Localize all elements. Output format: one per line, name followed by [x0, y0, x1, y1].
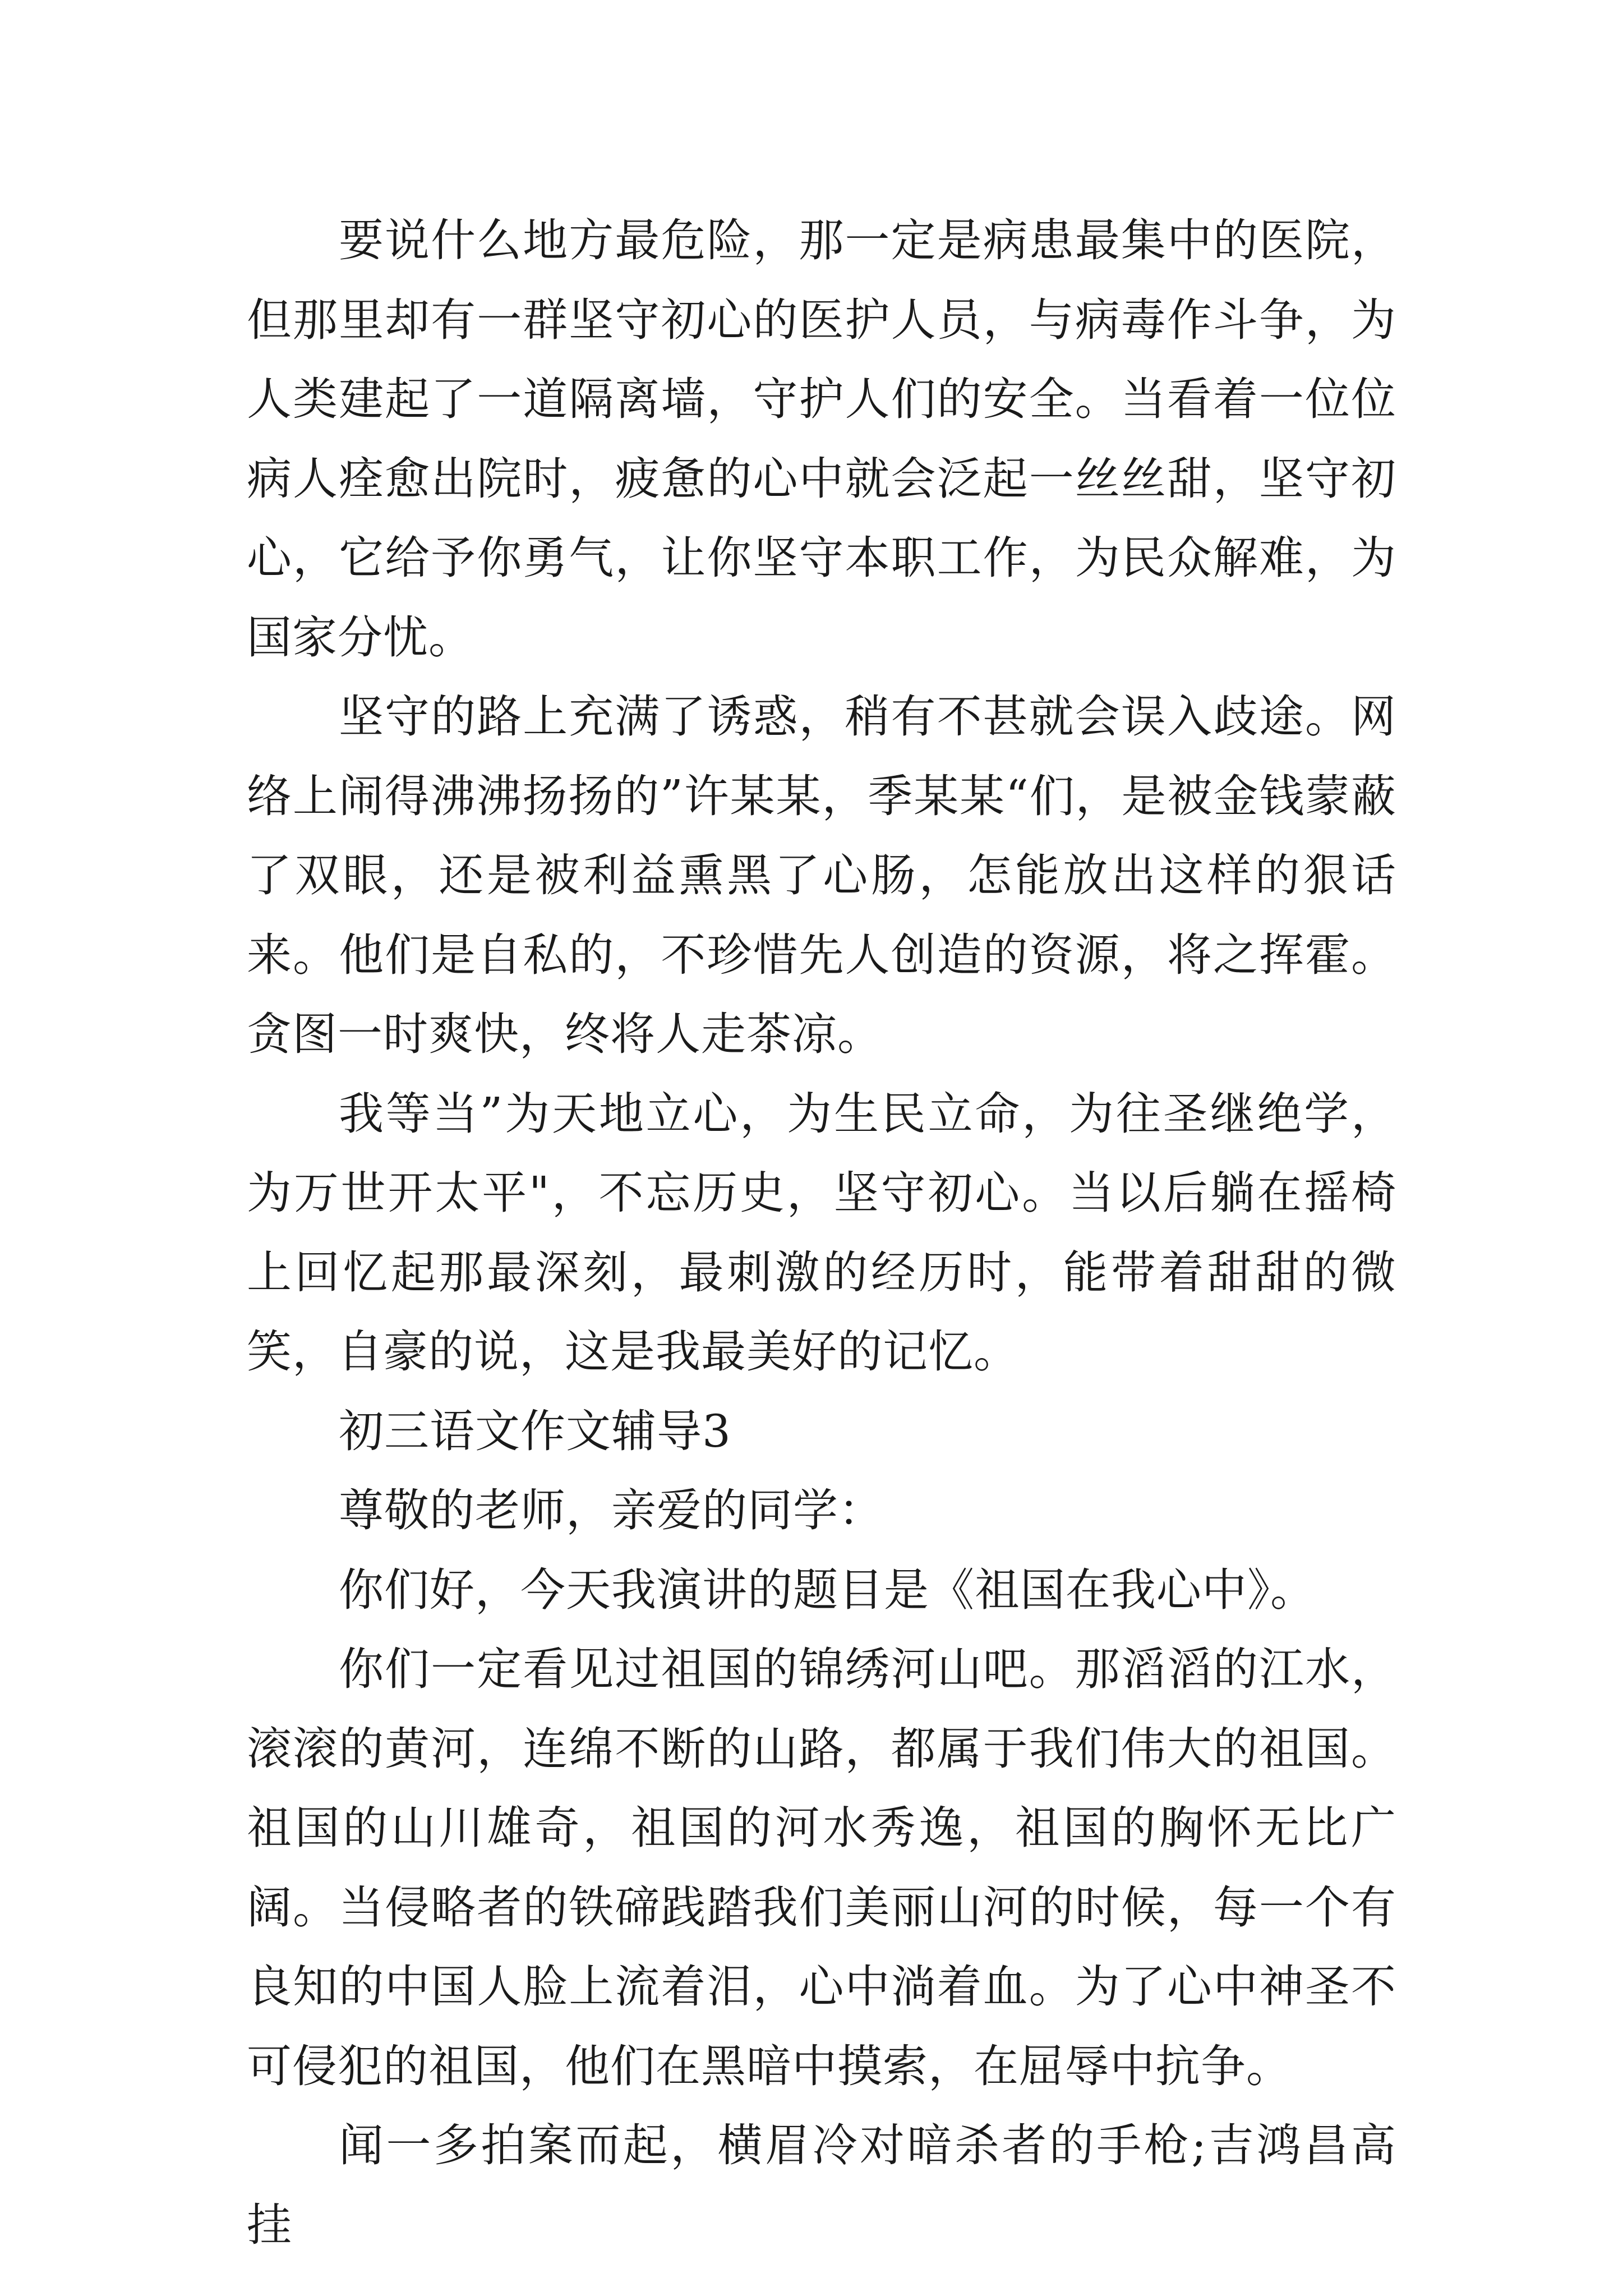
essay-title: 初三语文作文辅导3 [339, 1405, 731, 1457]
paragraph-greeting: 你们好，今天我演讲的题目是《祖国在我心中》。 [339, 1563, 1316, 1616]
document-body [247, 201, 1396, 2265]
paragraph-temptation: 坚守的路上充满了诱惑，稍有不甚就会误入歧途。网络上闹得沸沸扬扬的”许某某，季某某“们，是被金钱蒙蔽了双眼，还是被利益熏黑了心肠，怎能放出这样的狠话来。他们是自私的，不珍惜先人创造的资源，将之挥霍。贪图一时爽快，终将人走茶凉。 [247, 691, 1396, 1060]
paragraph-motherland: 你们一定看见过祖国的锦绣河山吧。那滔滔的江水，滚滚的黄河，连绵不断的山路，都属于我们伟大的祖国。祖国的山川雄奇，祖国的河水秀逸，祖国的胸怀无比广阔。当侵略者的铁碲践踏我们美丽山河的时候，每一个有良知的中国人脸上流着泪，心中淌着血。为了心中神圣不可侵犯的祖国，他们在黑暗中摸索，在屈辱中抗争。 [247, 1643, 1396, 2092]
paragraph-history: 我等当”为天地立心，为生民立命，为往圣继绝学，为万世开太平"，不忘历史，坚守初心。当以后躺在摇椅上回忆起那最深刻，最刺激的经历时，能带着甜甜的微笑，自豪的说，这是我最美好的记忆。 [247, 1087, 1396, 1378]
salutation: 尊敬的老师，亲爱的同学： [339, 1484, 884, 1536]
paragraph-heroes: 闻一多拍案而起，横眉冷对暗杀者的手枪;吉鸿昌高挂 [247, 2119, 1396, 2251]
paragraph-hospital: 要说什么地方最危险，那一定是病患最集中的医院，但那里却有一群坚守初心的医护人员，与病毒作斗争，为人类建起了一道隔离墙，守护人们的安全。当看着一位位病人痊愈出院时，疲惫的心中就会泛起一丝丝甜，坚守初心，它给予你勇气，让你坚守本职工作，为民众解难，为国家分忧。 [247, 214, 1396, 664]
